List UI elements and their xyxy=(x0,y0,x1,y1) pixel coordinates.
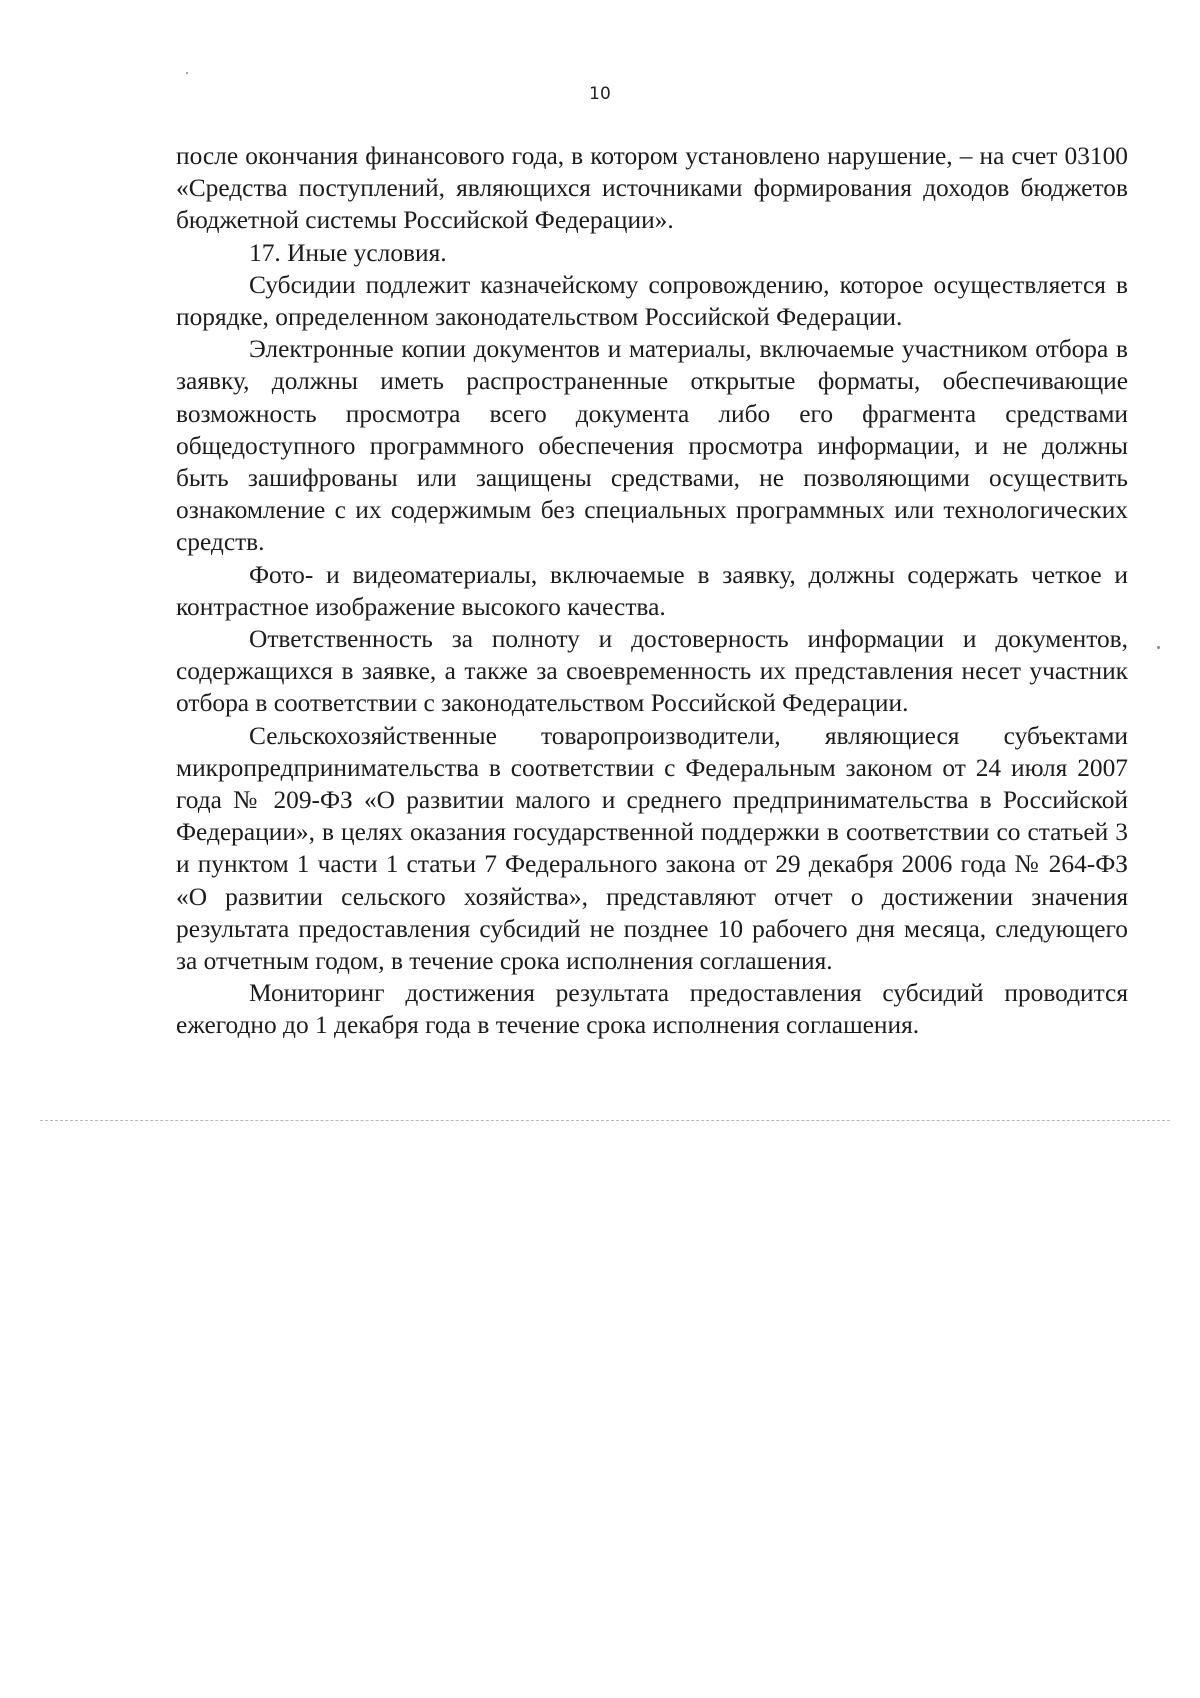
paragraph-electronic-copies: Электронные копии документов и материалы, включаемые участником отбора в заявку, должны иметь распространенные открытые форматы, обеспечивающие возможность просмотра всего документа либо его фрагмента средствами общедоступного программного обеспечения просмотра информации, и не должны быть зашифрованы или защищены средствами, не позволяющими осуществить ознакомление с их содержимым без специальных программных или технологических средств. xyxy=(176,335,1128,557)
section-heading: 17. Иные условия. xyxy=(249,238,447,267)
paragraph-continuation: после окончания финансового года, в котором установлено нарушение, – на счет 03100 «Средства поступлений, являющихся источниками формирования доходов бюджетов бюджетной системы Российской Федерации». xyxy=(176,142,1128,235)
paragraph-micro-enterprises: Сельскохозяйственные товаропроизводители, являющиеся субъектами микропредпринимательства в соответствии с Федеральным законом от 24 июля 2007 года № 209-ФЗ «О развитии малого и среднего предпринимательства в Российской Федерации», в целях оказания государственной поддержки в соответствии со статьей 3 и пунктом 1 части 1 статьи 7 Федерального закона от 29 декабря 2006 года № 264-ФЗ «О развитии сельского хозяйства», представляют отчет о достижении значения результата предоставления субсидий не позднее 10 рабочего дня месяца, следующего за отчетным годом, в течение срока исполнения соглашения. xyxy=(176,721,1128,976)
page-number: 10 xyxy=(589,84,611,104)
paragraph-treasury-support: Субсидии подлежит казначейскому сопровождению, которое осуществляется в порядке, определенном законодательством Российской Федерации. xyxy=(176,270,1128,332)
scan-speck xyxy=(186,72,188,74)
document-body xyxy=(176,140,1128,1042)
scan-artifact-line xyxy=(40,1120,1170,1121)
paragraph-monitoring: Мониторинг достижения результата предоставления субсидий проводится ежегодно до 1 декабря года в течение срока исполнения соглашения. xyxy=(176,979,1128,1040)
paragraph-photo-video: Фото- и видеоматериалы, включаемые в заявку, должны содержать четкое и контрастное изображение высокого качества. xyxy=(176,560,1128,621)
paragraph-responsibility: Ответственность за полноту и достоверность информации и документов, содержащихся в заявке, а также за своевременность их представления несет участник отбора в соответствии с законодательством Российской Федерации. xyxy=(176,625,1128,718)
scan-speck xyxy=(1157,646,1160,649)
